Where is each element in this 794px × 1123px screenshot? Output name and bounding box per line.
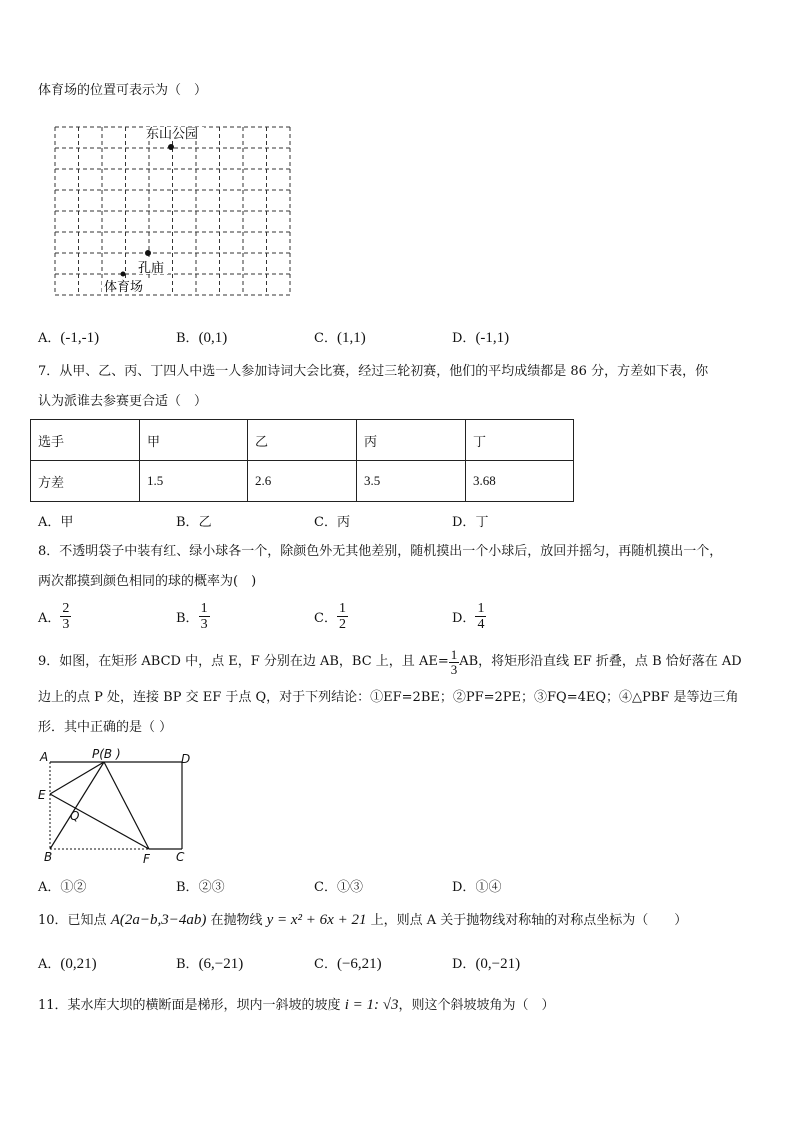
q8-option-b[interactable]: B． $\frac{1}{3}$	[176, 601, 208, 632]
variance-table	[30, 419, 574, 502]
label-a: A	[40, 750, 49, 764]
q7-stem-line1: 7．从甲、乙、丙、丁四人中选一人参加诗词大会比赛，经过三轮初赛，他们的平均成绩都是 86 分，方差如下表，你	[38, 364, 709, 379]
table-header-row	[31, 420, 574, 461]
stadium-point	[121, 272, 126, 277]
q9-option-d[interactable]: D．①④	[452, 880, 502, 895]
q9-rectangle-figure	[30, 745, 205, 870]
table-cell: 甲	[140, 420, 248, 461]
q9-stem-line3: 形．其中正确的是（ ）	[38, 720, 173, 735]
park-label: 东山公园	[146, 127, 199, 142]
q8-stem-line2: 两次都摸到颜色相同的球的概率为( )	[38, 574, 257, 589]
temple-point	[145, 250, 151, 256]
table-cell: 3.5	[357, 461, 466, 502]
label-d: D	[181, 752, 191, 766]
q6-stem: 体育场的位置可表示为（ ）	[38, 83, 208, 98]
q10-option-b[interactable]: B．(6,−21)	[176, 956, 244, 972]
q6-option-c[interactable]: C．(1,1)	[314, 330, 366, 346]
park-point	[168, 144, 174, 150]
q6-option-d[interactable]: D．(-1,1)	[452, 330, 510, 346]
table-cell: 丙	[357, 420, 466, 461]
q9-stem-line2: 边上的点 P 处，连接 BP 交 EF 于点 Q，对于下列结论：①EF=2BE；②PF=2PE；③FQ=4EQ；④△PBF 是等边三角	[38, 690, 739, 705]
table-cell: 方差	[31, 461, 140, 502]
q7-stem-line2: 认为派谁去参赛更合适（ ）	[38, 394, 208, 409]
label-b: B	[44, 850, 53, 864]
label-c: C	[176, 850, 185, 864]
q10-option-d[interactable]: D．(0,−21)	[452, 956, 521, 972]
q9-option-c[interactable]: C．①③	[314, 880, 363, 895]
q8-option-c[interactable]: C． $\frac{1}{2}$	[314, 601, 346, 632]
q6-option-a[interactable]: A．(-1,-1)	[38, 330, 100, 346]
table-cell: 1.5	[140, 461, 248, 502]
q7-option-d[interactable]: D．丁	[452, 515, 489, 530]
label-e: E	[38, 788, 46, 802]
q9-option-a[interactable]: A．①②	[38, 880, 87, 895]
q8-stem-line1: 8．不透明袋子中装有红、绿小球各一个，除颜色外无其他差别，随机摸出一个小球后，放回并摇匀，再随机摸出一个，	[38, 544, 723, 559]
table-cell: 选手	[31, 420, 140, 461]
q6-option-b[interactable]: B．(0,1)	[176, 330, 228, 346]
temple-label: 孔庙	[138, 261, 165, 276]
q6-grid-figure	[50, 124, 295, 300]
label-f: F	[143, 852, 150, 866]
table-cell: 3.68	[466, 461, 574, 502]
q7-option-a[interactable]: A．甲	[38, 515, 74, 530]
q10-stem: 10．已知点 A(2a−b,3−4ab) 在抛物线 y = x² + 6x + 21 上，则点 A 关于抛物线对称轴的对称点坐标为（ ）	[38, 912, 688, 928]
q9-option-b[interactable]: B．②③	[176, 880, 225, 895]
q8-option-d[interactable]: D． $\frac{1}{4}$	[452, 601, 485, 632]
table-cell: 乙	[248, 420, 357, 461]
table-cell: 2.6	[248, 461, 357, 502]
q7-option-c[interactable]: C．丙	[314, 515, 350, 530]
label-pb: P(B )	[92, 747, 121, 761]
q11-stem: 11．某水库大坝的横断面是梯形，坝内一斜坡的坡度 i = 1: √3，则这个斜坡坡角为（ ）	[38, 997, 555, 1013]
table-cell: 丁	[466, 420, 574, 461]
q10-option-c[interactable]: C．(−6,21)	[314, 956, 382, 972]
q10-option-a[interactable]: A．(0,21)	[38, 956, 97, 972]
label-q: Q	[70, 809, 80, 823]
table-row	[31, 461, 574, 502]
q7-option-b[interactable]: B．乙	[176, 515, 212, 530]
q8-option-a[interactable]: A． $\frac{2}{3}$	[38, 601, 70, 632]
q9-stem-line1: 9．如图，在矩形 ABCD 中，点 E，F 分别在边 AB，BC 上，且 AE= $\frac{1}{3}$ AB，将矩形沿直线 EF 折叠，点 B 恰好落在 AD	[38, 646, 742, 677]
stadium-label: 体育场	[104, 280, 144, 295]
